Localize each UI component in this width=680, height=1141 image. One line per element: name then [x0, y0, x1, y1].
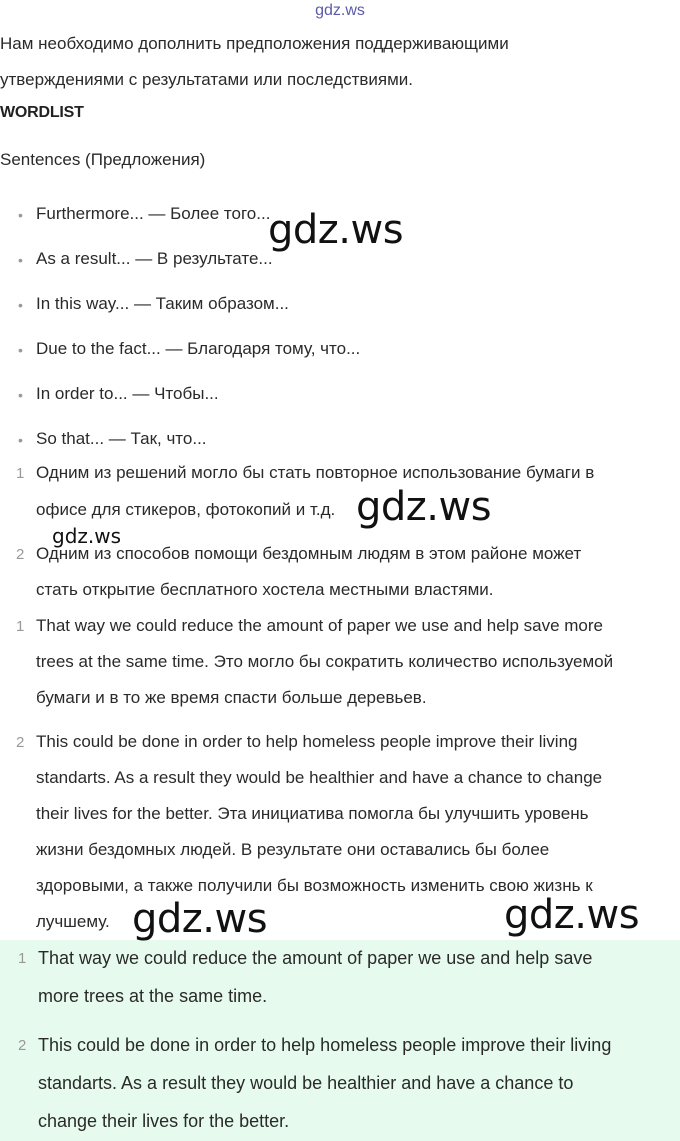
paragraph-line: This could be done in order to help homeless people improve their living: [38, 1035, 612, 1055]
watermark: gdz.ws: [52, 524, 122, 548]
bullet-icon: •: [18, 207, 23, 223]
paragraph-line: стать открытие бесплатного хостела местными властями.: [36, 580, 494, 599]
list-item: In this way... — Таким образом...: [36, 294, 289, 313]
paragraph-line: standarts. As a result they would be healthier and have a chance to change: [36, 768, 603, 787]
paragraph-line: more trees at the same time.: [38, 986, 268, 1006]
paragraph-line: бумаги и в то же время спасти больше деревьев.: [36, 688, 427, 707]
paragraph-line: standarts. As a result they would be healthier and have a chance to: [38, 1073, 574, 1093]
item-number: 2: [16, 734, 25, 751]
paragraph-line: Одним из решений могло бы стать повторное использование бумаги в: [36, 463, 595, 482]
paragraph-line: That way we could reduce the amount of paper we use and help save more: [36, 616, 604, 635]
bullet-icon: •: [18, 432, 23, 448]
list-item: Due to the fact... — Благодаря тому, что...: [36, 339, 361, 358]
paragraph-line: жизни бездомных людей. В результате они оставались бы более: [36, 840, 550, 859]
intro-line-1: Нам необходимо дополнить предположения поддерживающими: [0, 34, 509, 53]
paragraph-line: trees at the same time. Это могло бы сократить количество используемой: [36, 652, 614, 671]
item-number: 2: [16, 546, 25, 563]
list-item: In order to... — Чтобы...: [36, 384, 219, 403]
paragraph-line: change their lives for the better.: [38, 1111, 290, 1131]
site-name[interactable]: gdz.ws: [315, 2, 365, 19]
item-number: 1: [16, 618, 25, 635]
list-item: So that... — Так, что...: [36, 429, 207, 448]
watermark: gdz.ws: [268, 207, 404, 253]
bullet-icon: •: [18, 387, 23, 403]
watermark: gdz.ws: [504, 892, 640, 938]
sentences-heading: Sentences (Предложения): [0, 150, 206, 169]
intro-line-2: утверждениями с результатами или последствиями.: [0, 70, 413, 89]
item-number: 1: [16, 465, 25, 482]
paragraph-line: Одним из способов помощи бездомным людям в этом районе может: [36, 544, 582, 563]
paragraph-line: здоровыми, а также получили бы возможность изменить свою жизнь к: [36, 876, 593, 895]
paragraph-line: That way we could reduce the amount of paper we use and help save: [38, 948, 593, 968]
bullet-icon: •: [18, 297, 23, 313]
watermark: gdz.ws: [356, 484, 492, 530]
watermark: gdz.ws: [132, 896, 268, 942]
paragraph-line: офисе для стикеров, фотокопий и т.д.: [36, 500, 336, 519]
item-number: 2: [18, 1037, 27, 1054]
list-item: Furthermore... — Более того...: [36, 204, 271, 223]
item-number: 1: [18, 950, 27, 967]
bullet-icon: •: [18, 252, 23, 268]
wordlist-title: WORDLIST: [0, 104, 84, 121]
bullet-icon: •: [18, 342, 23, 358]
list-item: As a result... — В результате...: [36, 249, 273, 268]
paragraph-line: This could be done in order to help homeless people improve their living: [36, 732, 578, 751]
paragraph-line: лучшему.: [36, 912, 110, 931]
paragraph-line: their lives for the better. Эта инициатива помогла бы улучшить уровень: [36, 804, 589, 823]
